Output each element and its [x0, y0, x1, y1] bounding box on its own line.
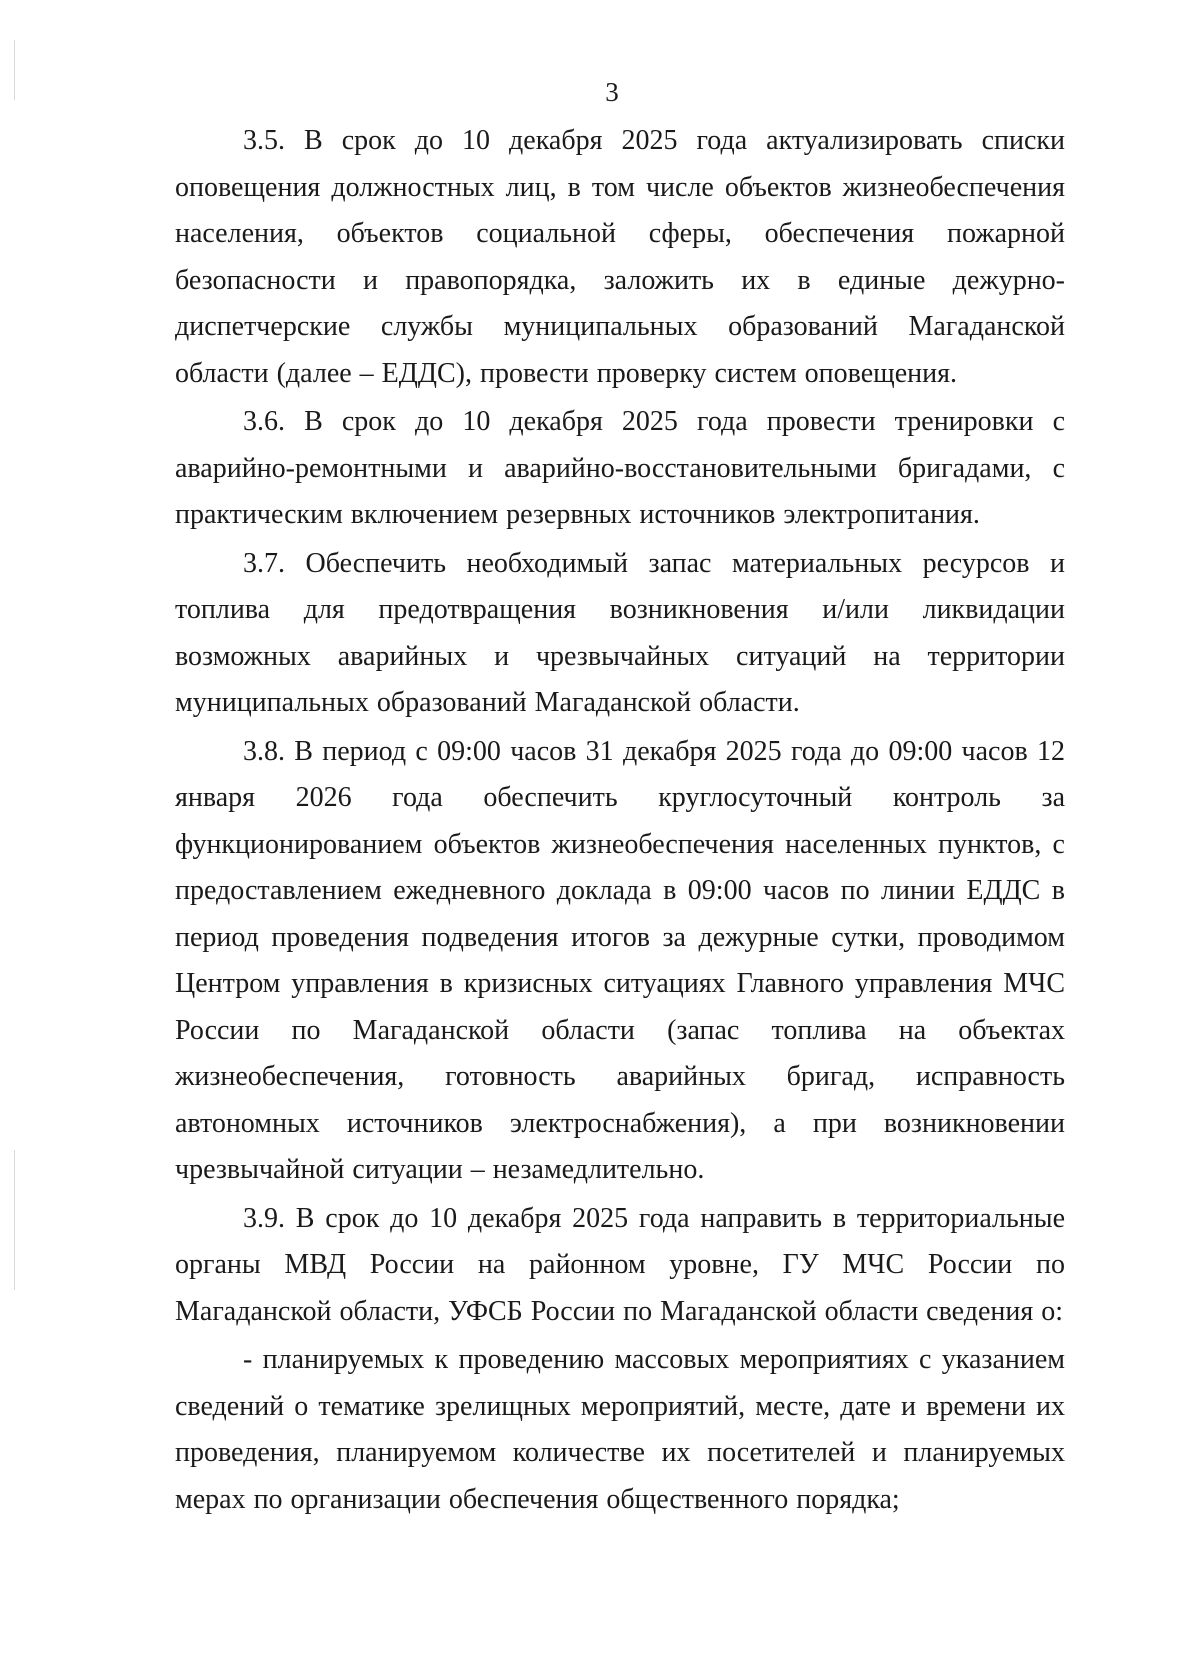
scan-edge-mark	[14, 1150, 15, 1290]
paragraph-3-9: 3.9. В срок до 10 декабря 2025 года направить в территориальные органы МВД России на районном уровне, ГУ МЧС России по Магаданской области, УФСБ России по Магаданской области сведения о:	[175, 1202, 1065, 1327]
paragraph-3-7: 3.7. Обеспечить необходимый запас материальных ресурсов и топлива для предотвращения возникновения и/или ликвидации возможных аварийных и чрезвычайных ситуаций на территории муниципальных образований Магаданской области.	[175, 547, 1065, 718]
paragraph-3-8: 3.8. В период с 09:00 часов 31 декабря 2025 года до 09:00 часов 12 января 2026 года обеспечить круглосуточный контроль за функционированием объектов жизнеобеспечения населенных пунктов, с предоставлением ежедневного доклада в 09:00 часов по линии ЕДДС в период проведения подведения итогов за дежурные сутки, проводимом Центром управления в кризисных ситуациях Главного управления МЧС России по Магаданской области (запас топлива на объектах жизнеобеспечения, готовность аварийных бригад, исправность автономных источников электроснабжения), а при возникновении чрезвычайной ситуации – незамедлительно.	[175, 735, 1065, 1185]
list-item: - планируемых к проведению массовых мероприятиях с указанием сведений о тематике зрелищных мероприятий, месте, дате и времени их проведения, планируемом количестве их посетителей и планируемых мерах по организации обеспечения общественного порядка;	[175, 1344, 1065, 1515]
page-number: 3	[605, 77, 619, 107]
paragraph-3-6: 3.6. В срок до 10 декабря 2025 года провести тренировки с аварийно-ремонтными и аварийно-восстановительными бригадами, с практическим включением резервных источников электропитания.	[175, 406, 1065, 530]
document-body	[175, 118, 1065, 1523]
paragraph-3-5: 3.5. В срок до 10 декабря 2025 года актуализировать списки оповещения должностных лиц, в том числе объектов жизнеобеспечения населения, объектов социальной сферы, обеспечения пожарной безопасности и правопорядка, заложить их в единые дежурно-диспетчерские службы муниципальных образований Магаданской области (далее – ЕДДС), провести проверку систем оповещения.	[175, 125, 1065, 389]
